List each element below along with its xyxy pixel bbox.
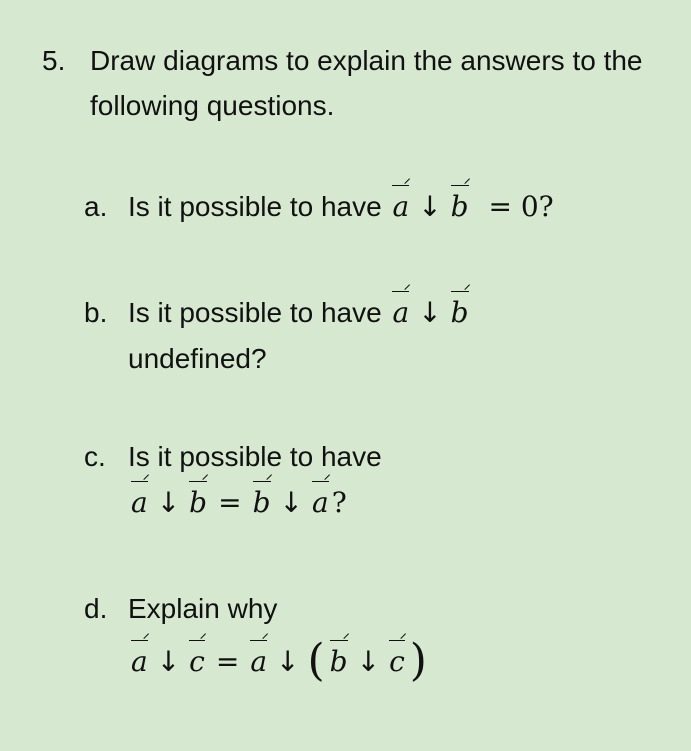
vector-a: a: [248, 639, 269, 685]
vector-b: b: [187, 480, 209, 526]
vector-b: b: [328, 639, 350, 685]
part-a-expression: [389, 190, 561, 223]
vector-b: b: [449, 290, 471, 336]
right-paren: ): [409, 635, 427, 686]
operator-arrow: ↓: [279, 486, 303, 519]
left-paren: (: [307, 635, 325, 686]
vector-b: b: [251, 480, 273, 526]
part-a-label: a.: [84, 191, 108, 222]
operator-arrow: ↓: [156, 486, 181, 519]
operator-arrow: ↓: [276, 645, 300, 678]
vector-c: c: [387, 639, 407, 685]
part-d-label: d.: [84, 593, 108, 624]
part-c-text: Is it possible to have: [128, 441, 382, 472]
vector-a: a: [129, 639, 150, 685]
part-a: [84, 184, 562, 230]
part-a-suffix: = 0?: [488, 190, 554, 223]
part-c-end: ?: [331, 486, 347, 519]
operator-arrow: ↓: [418, 190, 442, 223]
operator-arrow: ↓: [356, 645, 381, 678]
vector-c: c: [187, 639, 207, 685]
vector-a: a: [390, 290, 411, 336]
part-b-line2: undefined?: [128, 343, 267, 374]
part-b-label: b.: [84, 297, 108, 328]
question-number: 5.: [42, 45, 66, 76]
part-a-text: Is it possible to have: [128, 191, 382, 222]
part-b: [84, 290, 472, 382]
part-c-expression: [128, 480, 382, 526]
part-b-text: Is it possible to have: [128, 297, 382, 328]
part-d: [84, 586, 429, 685]
vector-a: a: [310, 480, 331, 526]
equals-sign: =: [218, 486, 242, 519]
part-c-label: c.: [84, 441, 106, 472]
part-d-expression: [128, 635, 429, 686]
vector-a: a: [390, 184, 411, 230]
equals-sign: =: [215, 645, 240, 678]
operator-arrow: ↓: [156, 645, 181, 678]
question-text: Draw diagrams to explain the answers to the following questions.: [90, 45, 643, 121]
part-d-text: Explain why: [128, 593, 278, 624]
operator-arrow: ↓: [418, 296, 442, 329]
question-header: [42, 38, 662, 128]
part-c: [84, 434, 382, 526]
vector-b: b: [449, 184, 471, 230]
part-b-expression: [389, 296, 471, 329]
vector-a: a: [129, 480, 150, 526]
